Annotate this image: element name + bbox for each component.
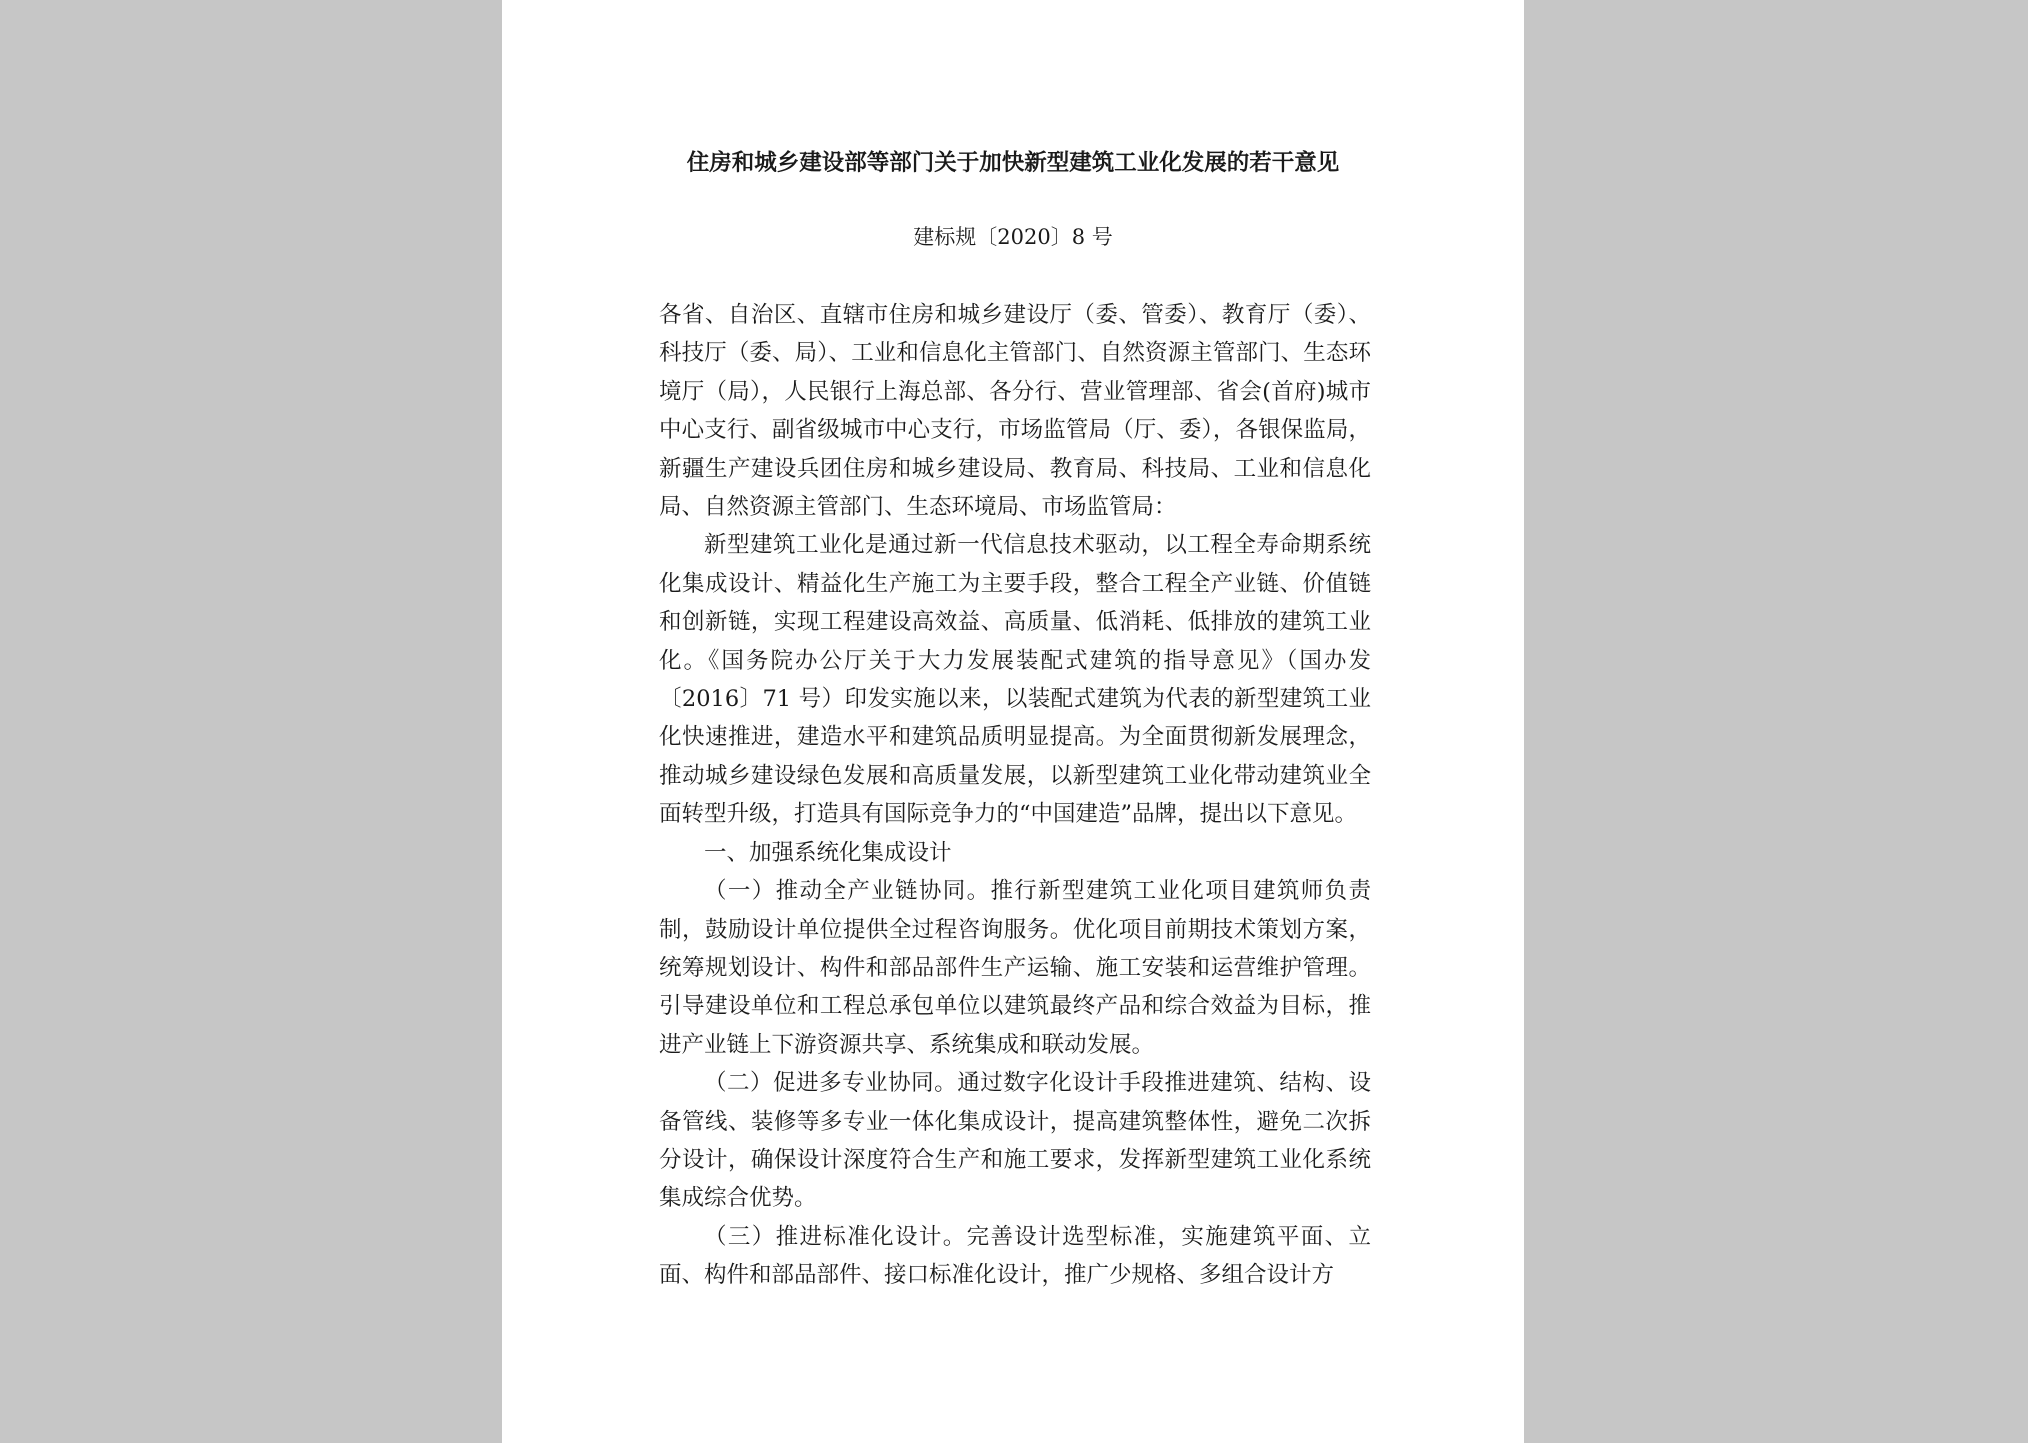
item-1-paragraph: （一）推动全产业链协同。推行新型建筑工业化项目建筑师负责制，鼓励设计单位提供全过程咨询服务。优化项目前期技术策划方案，统筹规划设计、构件和部品部件生产运输、施工安装和运营维护管理。引导建设单位和工程总承包单位以建筑最终产品和综合效益为目标，推进产业链上下游资源共享、系统集成和联动发展。 bbox=[659, 878, 1371, 1058]
addressees-paragraph: 各省、自治区、直辖市住房和城乡建设厅（委、管委）、教育厅（委）、科技厅（委、局）、工业和信息化主管部门、自然资源主管部门、生态环境厅（局），人民银行上海总部、各分行、营业管理部、省会(首府)城市中心支行、副省级城市中心支行，市场监管局（厅、委），各银保监局，新疆生产建设兵团住房和城乡建设局、教育局、科技局、工业和信息化局、自然资源主管部门、生态环境局、市场监管局： bbox=[659, 302, 1371, 521]
item-3-paragraph: （三）推进标准化设计。完善设计选型标准，实施建筑平面、立面、构件和部品部件、接口标准化设计，推广少规格、多组合设计方 bbox=[659, 1223, 1371, 1289]
intro-paragraph: 新型建筑工业化是通过新一代信息技术驱动，以工程全寿命期系统化集成设计、精益化生产施工为主要手段，整合工程全产业链、价值链和创新链，实现工程建设高效益、高质量、低消耗、低排放的建筑工业化。《国务院办公厅关于大力发展装配式建筑的指导意见》（国办发〔2016〕71 号）印发实施以来，以装配式建筑为代表的新型建筑工业化快速推进，建造水平和建筑品质明显提高。为全面贯彻新发展理念，推动城乡建设绿色发展和高质量发展，以新型建筑工业化带动建筑业全面转型升级，打造具有国际竞争力的“中国建造”品牌，提出以下意见。 bbox=[659, 532, 1371, 828]
document-number: 建标规〔2020〕8 号 bbox=[913, 225, 1113, 249]
document-body bbox=[659, 296, 1371, 1295]
document-title: 住房和城乡建设部等部门关于加快新型建筑工业化发展的若干意见 bbox=[686, 150, 1340, 176]
item-2-paragraph: （二）促进多专业协同。通过数字化设计手段推进建筑、结构、设备管线、装修等多专业一体化集成设计，提高建筑整体性，避免二次拆分设计，确保设计深度符合生产和施工要求，发挥新型建筑工业化系统集成综合优势。 bbox=[659, 1070, 1371, 1212]
section-1-heading: 一、加强系统化集成设计 bbox=[704, 839, 952, 866]
document-page bbox=[502, 0, 1524, 1443]
